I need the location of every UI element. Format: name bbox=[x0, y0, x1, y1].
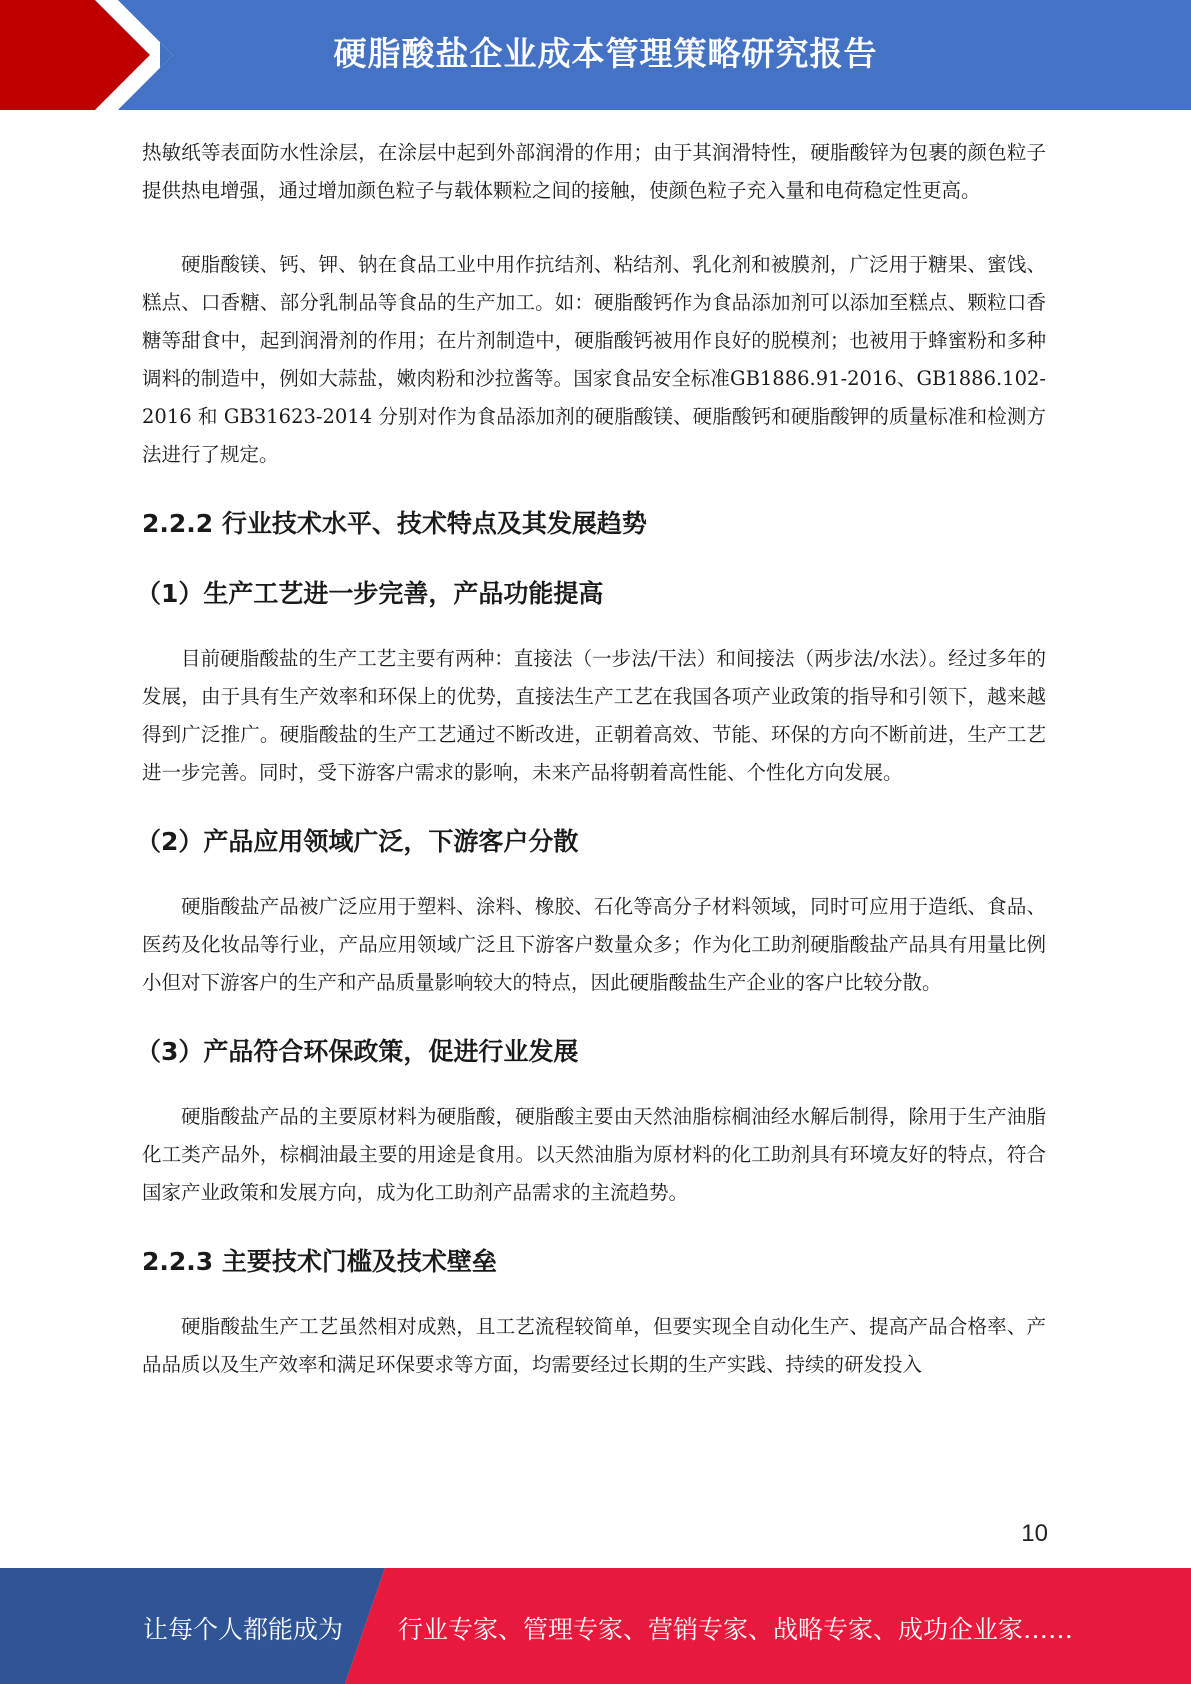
subheading-application-fields: （2）产品应用领域广泛，下游客户分散 bbox=[136, 827, 579, 856]
paragraph-production-process: 目前硬脂酸盐的生产工艺主要有两种：直接法（一步法/干法）和间接法（两步法/水法）。经过多年的发展，由于具有生产效率和环保上的优势，直接法生产工艺在我国各项产业政策的指导和引领下，越来越得到广泛推广。硬脂酸盐的生产工艺通过不断改进，正朝着高效、节能、环保的方向不断前进，生产工艺进一步完善。同时，受下游客户需求的影响，未来产品将朝着高性能、个性化方向发展。 bbox=[142, 647, 1046, 784]
header-title: 硬脂酸盐企业成本管理策略研究报告 bbox=[333, 34, 878, 73]
paragraph-technical-barriers: 硬脂酸盐生产工艺虽然相对成熟，且工艺流程较简单，但要实现全自动化生产、提高产品合格率、产品品质以及生产效率和满足环保要求等方面，均需要经过长期的生产实践、持续的研发投入 bbox=[142, 1315, 1046, 1376]
paragraph-zinc-stearate: 热敏纸等表面防水性涂层，在涂层中起到外部润滑的作用；由于其润滑特性，硬脂酸锌为包裹的颜色粒子提供热电增强，通过增加颜色粒子与载体颗粒之间的接触，使颜色粒子充入量和电荷稳定性更高。 bbox=[142, 141, 1046, 202]
report-body bbox=[136, 134, 1046, 1384]
page-number: 10 bbox=[1021, 1520, 1048, 1547]
paragraph-food-industry: 硬脂酸镁、钙、钾、钠在食品工业中用作抗结剂、粘结剂、乳化剂和被膜剂，广泛用于糖果、蜜饯、糕点、口香糖、部分乳制品等食品的生产加工。如：硬脂酸钙作为食品添加剂可以添加至糕点、颗粒口香糖等甜食中，起到润滑剂的作用；在片剂制造中，硬脂酸钙被用作良好的脱模剂；也被用于蜂蜜粉和多种调料的制造中，例如大蒜盐，嫩肉粉和沙拉酱等。国家食品安全标准GB1886.91-2016、GB1886.102-2016 和 GB31623-2014 分别对作为食品添加剂的硬脂酸镁、硬脂酸钙和硬脂酸钾的质量标准和检测方法进行了规定。 bbox=[142, 253, 1046, 466]
page-footer bbox=[0, 1568, 1191, 1684]
paragraph-applications: 硬脂酸盐产品被广泛应用于塑料、涂料、橡胶、石化等高分子材料领域，同时可应用于造纸、食品、医药及化妆品等行业，产品应用领域广泛且下游客户数量众多；作为化工助剂硬脂酸盐产品具有用量比例小但对下游客户的生产和产品质量影响较大的特点，因此硬脂酸盐生产企业的客户比较分散。 bbox=[142, 895, 1046, 994]
page-header bbox=[0, 0, 1191, 110]
paragraph-raw-materials: 硬脂酸盐产品的主要原材料为硬脂酸，硬脂酸主要由天然油脂棕榈油经水解后制得，除用于生产油脂化工类产品外，棕榈油最主要的用途是食用。以天然油脂为原材料的化工助剂具有环境友好的特点，符合国家产业政策和发展方向，成为化工助剂产品需求的主流趋势。 bbox=[142, 1105, 1046, 1204]
footer-slogan-left: 让每个人都能成为 bbox=[143, 1615, 344, 1644]
subheading-process-improvement: （1）生产工艺进一步完善，产品功能提高 bbox=[136, 579, 604, 608]
section-heading-2-2-3: 2.2.3 主要技术门槛及技术壁垒 bbox=[142, 1247, 497, 1276]
section-heading-2-2-2: 2.2.2 行业技术水平、技术特点及其发展趋势 bbox=[142, 509, 647, 538]
subheading-environmental-policy: （3）产品符合环保政策，促进行业发展 bbox=[136, 1037, 579, 1066]
footer-slogan-right: 行业专家、管理专家、营销专家、战略专家、成功企业家…… bbox=[398, 1615, 1074, 1644]
